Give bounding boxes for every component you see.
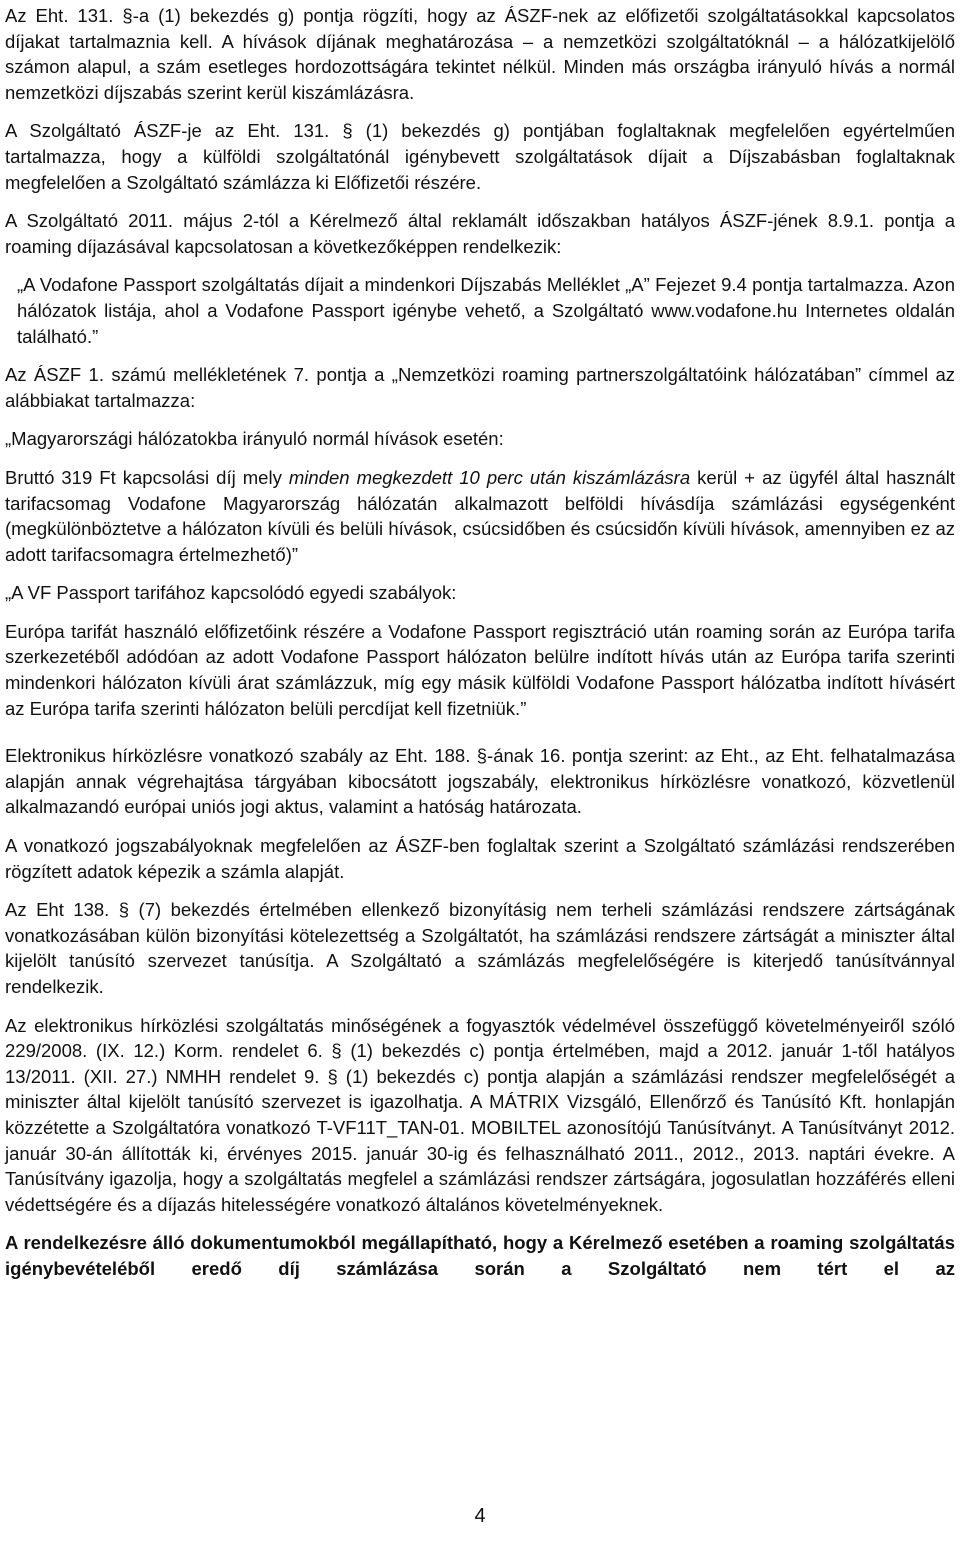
- paragraph-vf-passport-heading: „A VF Passport tarifához kapcsolódó egyedi szabályok:: [5, 582, 457, 604]
- paragraph-tanusitvany: Az elektronikus hírközlési szolgáltatás minőségének a fogyasztók védelmével összefüggő követelményeiről szóló 229/2008. (IX. 12.) Korm. rendelet 6. § (1) bekezdés c) pontja értelmében, majd a 2012. január 1-től hatályos 13/2011. (XII. 27.) NMHH rendelet 9. § (1) bekezdés c) pontja alapján a számlázási rendszer megfelelőségét a miniszter által kijelölt tanúsító szervezet is igazolhatja. A MÁTRIX Vizsgáló, Ellenőrző és Tanúsító Kft. honlapján közzétette a Szolgáltatóra vonatkozó T-VF11T_TAN-01. MOBILTEL azonosítójú Tanúsítványt. A Tanúsítványt 2012. január 30-án állították ki, érvényes 2015. január 30-ig és felhasználható 2011., 2012., 2013. naptári évekre. A Tanúsítvány igazolja, hogy a szolgáltatás megfelel a számlázási rendszer zártságára, jogosulatlan hozzáférés elleni védettségére és a díjazás hitelességére vonatkozó általános követelményeknek.: [5, 1014, 955, 1215]
- paragraph-eht-138: Az Eht 138. § (7) bekezdés értelmében ellenkező bizonyításig nem terheli számlázási rendszere zártságának vonatkozásában külön bizonyítási kötelezettség a Szolgáltatót, ha számlázási rendszere zártságát a miniszter által kijelölt tanúsító szervezet tanúsítja. A Szolgáltató a számlázás megfelelőségére is kiterjedő tanúsítvánnyal rendelkezik.: [5, 899, 955, 997]
- brutto-text-italic: minden megkezdett 10 perc után kiszámlázásra: [288, 466, 691, 488]
- paragraph-magyarorszagi-heading: „Magyarországi hálózatokba irányuló normál hívások esetén:: [5, 428, 504, 450]
- paragraph-aszf-dijszabas: A Szolgáltató ÁSZF-je az Eht. 131. § (1) bekezdés g) pontjában foglaltaknak megfelelően egyértelműen tartalmazza, hogy a külföldi szolgáltatónál igénybevett szolgáltatások díjait a Díjszabásban foglaltaknak megfelelően a Szolgáltató számlázza ki Előfizetői részére.: [5, 120, 955, 193]
- paragraph-melleklet-7: Az ÁSZF 1. számú mellékletének 7. pontja a „Nemzetközi roaming partnerszolgáltatóink hálózatában” címmel az alábbiakat tartalmazza:: [5, 364, 955, 411]
- brutto-text-before: Bruttó 319 Ft kapcsolási díj mely: [5, 466, 289, 488]
- brutto-text-after: kerül + az ügyfél által használt tarifacsomag Vodafone Magyarország hálózatán alkalmazott belföldi hívásdíja számlázási egységenként (megkülönböztetve a hálózaton kívüli és belüli hívások, csúcsidőben és csúcsidőn kívüli hívások, amennyiben ez az adott tarifacsomagra értelmezhető)”: [5, 466, 955, 565]
- paragraph-brutto: [5, 465, 955, 567]
- page-number: 4: [474, 1505, 486, 1527]
- paragraph-aszf-8-9-1: A Szolgáltató 2011. május 2-tól a Kérelmező által reklamált időszakban hatályos ÁSZF-jének 8.9.1. pontja a roaming díjazásával kapcsolatosan a következőképpen rendelkezik:: [5, 210, 955, 257]
- paragraph-jogszabalyok: A vonatkozó jogszabályoknak megfelelően az ÁSZF-ben foglaltak szerint a Szolgáltató számlázási rendszerében rögzített adatok képezik a számla alapját.: [5, 835, 955, 882]
- paragraph-eht-188: Elektronikus hírközlésre vonatkozó szabály az Eht. 188. §-ának 16. pontja szerint: az Eht., az Eht. felhatalmazása alapján annak végrehajtása tárgyában kibocsátott jogszabály, elektronikus hírközlésre vonatkozó, közvetlenül alkalmazandó európai uniós jogi aktus, valamint a hatóság határozata.: [5, 745, 955, 818]
- paragraph-eht-131: Az Eht. 131. §-a (1) bekezdés g) pontja rögzíti, hogy az ÁSZF-nek az előfizetői szolgáltatásokkal kapcsolatos díjakat tartalmaznia kell. A hívások díjának meghatározása – a nemzetközi szolgáltatóknál – a hálózatkijelölő számon alapul, a szám esetleges hordozottságára tekintet nélkül. Minden más országba irányuló hívás a normál nemzetközi díjszabás szerint kerül kiszámlázásra.: [5, 5, 955, 103]
- paragraph-conclusion: A rendelkezésre álló dokumentumokból megállapítható, hogy a Kérelmező esetében a roaming szolgáltatás igénybevételéből eredő díj számlázása során a Szolgáltató nem tért el az: [5, 1232, 955, 1279]
- paragraph-europa-tarifa: Európa tarifát használó előfizetőink részére a Vodafone Passport regisztráció után roaming során az Európa tarifa szerkezetéből adódóan az adott Vodafone Passport hálózaton belülre indított hívás után az Európa tarifa szerinti mindenkori hálózaton kívüli árat számlázzuk, míg egy másik külföldi Vodafone Passport hálózatba indított hívásért az Európa tarifa szerinti hálózaton belüli percdíjat kell fizetniük.”: [5, 620, 955, 719]
- document-page: [5, 0, 955, 1295]
- paragraph-passport-quote: „A Vodafone Passport szolgáltatás díjait a mindenkori Díjszabás Melléklet „A” Fejezet 9.4 pontja tartalmazza. Azon hálózatok listája, ahol a Vodafone Passport igénybe vehető, a Szolgáltató www.vodafone.hu Internetes oldalán található.”: [17, 274, 955, 347]
